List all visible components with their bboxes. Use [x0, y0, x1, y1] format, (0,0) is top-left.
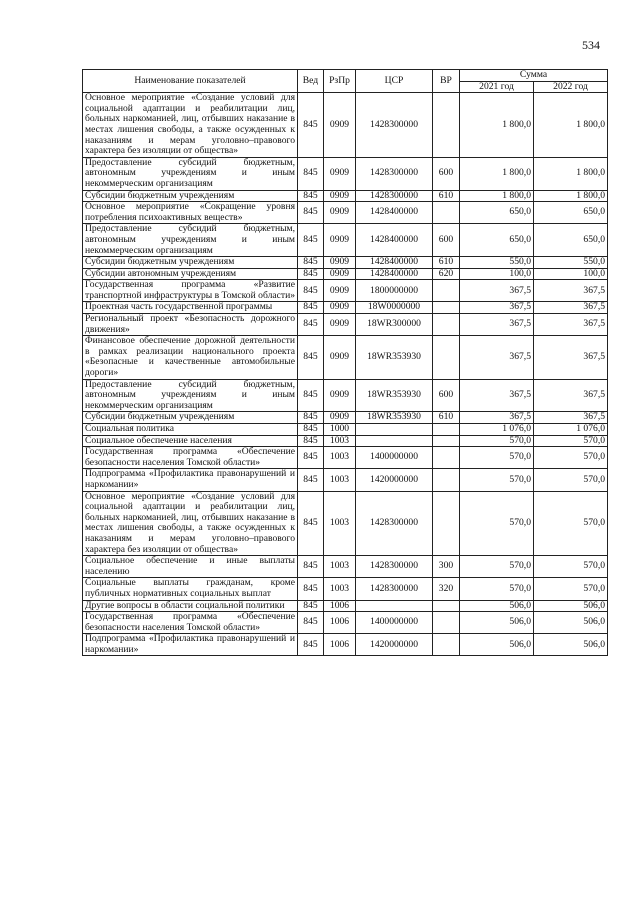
- row-rzpr: 0909: [324, 257, 356, 269]
- row-ved: 845: [298, 93, 324, 158]
- row-ved: 845: [298, 202, 324, 224]
- row-sum-2021: 506,0: [460, 612, 534, 634]
- row-csr: 18WR353930: [356, 379, 433, 412]
- header-year-2022: 2022 год: [534, 81, 608, 93]
- table-row: [83, 257, 608, 269]
- table-row: [83, 556, 608, 578]
- row-sum-2021: 367,5: [460, 412, 534, 424]
- row-rzpr: 1000: [324, 424, 356, 436]
- row-sum-2021: 1 800,0: [460, 190, 534, 202]
- row-rzpr: 0909: [324, 93, 356, 158]
- row-rzpr: 1003: [324, 447, 356, 469]
- row-ved: 845: [298, 379, 324, 412]
- row-ved: 845: [298, 336, 324, 379]
- table-row: [83, 578, 608, 600]
- row-sum-2022: 550,0: [534, 257, 608, 269]
- row-csr: [356, 424, 433, 436]
- row-ved: 845: [298, 556, 324, 578]
- row-name: Социальное обеспечение населения: [83, 435, 298, 447]
- row-csr: 1428300000: [356, 491, 433, 556]
- table-row: [83, 280, 608, 302]
- row-vr: [433, 600, 460, 612]
- page-number: 534: [582, 38, 600, 52]
- row-rzpr: 0909: [324, 314, 356, 336]
- row-name: Финансовое обеспечение дорожной деятельности в рамках реализации национального проекта «Безопасные и качественные автомобильные дороги»: [83, 336, 298, 379]
- header-year-2021: 2021 год: [460, 81, 534, 93]
- row-sum-2022: 1 800,0: [534, 190, 608, 202]
- row-sum-2022: 506,0: [534, 600, 608, 612]
- row-ved: 845: [298, 257, 324, 269]
- table-row: [83, 469, 608, 491]
- row-rzpr: 0909: [324, 202, 356, 224]
- row-sum-2021: 367,5: [460, 379, 534, 412]
- row-name: Предоставление субсидий бюджетным, автономным учреждениям и иным некоммерческим организациям: [83, 224, 298, 257]
- row-sum-2022: 1 800,0: [534, 93, 608, 158]
- row-csr: 1428300000: [356, 157, 433, 190]
- row-rzpr: 1006: [324, 634, 356, 656]
- row-name: Субсидии бюджетным учреждениям: [83, 190, 298, 202]
- row-name: Проектная часть государственной программы: [83, 302, 298, 314]
- row-rzpr: 1003: [324, 491, 356, 556]
- row-csr: 1428400000: [356, 268, 433, 280]
- row-sum-2021: 367,5: [460, 314, 534, 336]
- row-ved: 845: [298, 612, 324, 634]
- row-sum-2021: 506,0: [460, 634, 534, 656]
- table-body: [83, 93, 608, 656]
- row-name: Предоставление субсидий бюджетным, автономным учреждениям и иным некоммерческим организациям: [83, 157, 298, 190]
- row-name: Социальные выплаты гражданам, кроме публичных нормативных социальных выплат: [83, 578, 298, 600]
- row-sum-2022: 1 076,0: [534, 424, 608, 436]
- row-ved: 845: [298, 280, 324, 302]
- table-row: [83, 157, 608, 190]
- header-rzpr: РзПр: [324, 70, 356, 93]
- table-row: [83, 302, 608, 314]
- row-sum-2022: 570,0: [534, 491, 608, 556]
- row-vr: 600: [433, 379, 460, 412]
- row-rzpr: 1006: [324, 600, 356, 612]
- table-row: [83, 600, 608, 612]
- row-sum-2022: 367,5: [534, 280, 608, 302]
- table-row: [83, 336, 608, 379]
- row-csr: 1420000000: [356, 469, 433, 491]
- row-ved: 845: [298, 157, 324, 190]
- row-name: Предоставление субсидий бюджетным, автономным учреждениям и иным некоммерческим организациям: [83, 379, 298, 412]
- row-name: Государственная программа «Обеспечение безопасности населения Томской области»: [83, 612, 298, 634]
- row-ved: 845: [298, 469, 324, 491]
- row-sum-2021: 367,5: [460, 302, 534, 314]
- header-csr: ЦСР: [356, 70, 433, 93]
- row-csr: 1428400000: [356, 224, 433, 257]
- row-sum-2022: 570,0: [534, 578, 608, 600]
- row-sum-2021: 367,5: [460, 336, 534, 379]
- budget-table: [82, 69, 608, 656]
- table-row: [83, 202, 608, 224]
- table-row: [83, 491, 608, 556]
- table-row: [83, 190, 608, 202]
- row-rzpr: 0909: [324, 336, 356, 379]
- row-sum-2022: 570,0: [534, 447, 608, 469]
- row-rzpr: 1003: [324, 435, 356, 447]
- row-sum-2021: 650,0: [460, 202, 534, 224]
- row-name: Основное мероприятие «Сокращение уровня потребления психоактивных веществ»: [83, 202, 298, 224]
- row-vr: 620: [433, 268, 460, 280]
- row-ved: 845: [298, 424, 324, 436]
- row-sum-2021: 550,0: [460, 257, 534, 269]
- row-csr: 1428400000: [356, 202, 433, 224]
- row-vr: 610: [433, 257, 460, 269]
- row-vr: [433, 314, 460, 336]
- row-csr: 1428300000: [356, 578, 433, 600]
- row-name: Региональный проект «Безопасность дорожного движения»: [83, 314, 298, 336]
- row-ved: 845: [298, 302, 324, 314]
- row-vr: [433, 491, 460, 556]
- row-csr: 18WR300000: [356, 314, 433, 336]
- row-sum-2022: 650,0: [534, 202, 608, 224]
- row-ved: 845: [298, 578, 324, 600]
- row-sum-2021: 367,5: [460, 280, 534, 302]
- row-name: Другие вопросы в области социальной политики: [83, 600, 298, 612]
- row-name: Подпрограмма «Профилактика правонарушений и наркомании»: [83, 634, 298, 656]
- header-sum: Сумма: [460, 70, 608, 82]
- row-rzpr: 1003: [324, 578, 356, 600]
- row-sum-2021: 1 800,0: [460, 157, 534, 190]
- row-sum-2022: 570,0: [534, 556, 608, 578]
- row-sum-2021: 1 076,0: [460, 424, 534, 436]
- row-ved: 845: [298, 268, 324, 280]
- row-rzpr: 0909: [324, 190, 356, 202]
- row-csr: 1428400000: [356, 257, 433, 269]
- row-vr: [433, 634, 460, 656]
- table-row: [83, 634, 608, 656]
- row-csr: 1400000000: [356, 612, 433, 634]
- row-csr: [356, 600, 433, 612]
- row-vr: [433, 280, 460, 302]
- row-vr: 600: [433, 224, 460, 257]
- row-csr: 1428300000: [356, 190, 433, 202]
- row-sum-2021: 570,0: [460, 556, 534, 578]
- row-rzpr: 1003: [324, 469, 356, 491]
- header-vr: ВР: [433, 70, 460, 93]
- row-sum-2022: 506,0: [534, 612, 608, 634]
- row-vr: [433, 93, 460, 158]
- row-csr: 1428300000: [356, 93, 433, 158]
- row-sum-2022: 570,0: [534, 469, 608, 491]
- table-row: [83, 447, 608, 469]
- row-vr: [433, 202, 460, 224]
- row-vr: 300: [433, 556, 460, 578]
- row-ved: 845: [298, 224, 324, 257]
- row-sum-2021: 570,0: [460, 469, 534, 491]
- row-vr: [433, 302, 460, 314]
- row-vr: [433, 469, 460, 491]
- table-row: [83, 424, 608, 436]
- row-name: Государственная программа «Развитие транспортной инфраструктуры в Томской области»: [83, 280, 298, 302]
- header-name: Наименование показателей: [83, 70, 298, 93]
- row-csr: 1800000000: [356, 280, 433, 302]
- row-name: Подпрограмма «Профилактика правонарушений и наркомании»: [83, 469, 298, 491]
- row-sum-2022: 367,5: [534, 336, 608, 379]
- row-csr: 1400000000: [356, 447, 433, 469]
- row-sum-2021: 570,0: [460, 447, 534, 469]
- row-ved: 845: [298, 190, 324, 202]
- row-vr: [433, 336, 460, 379]
- header-ved: Вед: [298, 70, 324, 93]
- row-vr: 320: [433, 578, 460, 600]
- row-ved: 845: [298, 447, 324, 469]
- row-sum-2021: 570,0: [460, 491, 534, 556]
- row-rzpr: 0909: [324, 379, 356, 412]
- row-csr: 1420000000: [356, 634, 433, 656]
- row-rzpr: 0909: [324, 412, 356, 424]
- row-csr: 18W0000000: [356, 302, 433, 314]
- table-row: [83, 93, 608, 158]
- row-name: Основное мероприятие «Создание условий для социальной адаптации и реабилитации лиц, больных наркоманией, лиц, отбывших наказание в местах лишения свободы, а также осужденных к наказаниям и мерам уголовно–правового характера без изоляции от общества»: [83, 491, 298, 556]
- row-ved: 845: [298, 491, 324, 556]
- row-sum-2022: 367,5: [534, 302, 608, 314]
- row-rzpr: 0909: [324, 224, 356, 257]
- row-vr: [433, 435, 460, 447]
- row-csr: 1428300000: [356, 556, 433, 578]
- row-rzpr: 0909: [324, 280, 356, 302]
- row-name: Основное мероприятие «Создание условий для социальной адаптации и реабилитации лиц, больных наркоманией, лиц, отбывших наказание в местах лишения свободы, а также осужденных к наказаниям и мерам уголовно–правового характера без изоляции от общества»: [83, 93, 298, 158]
- row-vr: 600: [433, 157, 460, 190]
- row-rzpr: 0909: [324, 268, 356, 280]
- row-name: Социальное обеспечение и иные выплаты населению: [83, 556, 298, 578]
- row-sum-2021: 570,0: [460, 435, 534, 447]
- table-row: [83, 612, 608, 634]
- row-sum-2021: 100,0: [460, 268, 534, 280]
- row-csr: 18WR353930: [356, 412, 433, 424]
- row-csr: 18WR353930: [356, 336, 433, 379]
- table-row: [83, 379, 608, 412]
- table-row: [83, 224, 608, 257]
- row-sum-2022: 1 800,0: [534, 157, 608, 190]
- table-row: [83, 435, 608, 447]
- row-ved: 845: [298, 412, 324, 424]
- row-sum-2022: 367,5: [534, 379, 608, 412]
- row-vr: 610: [433, 412, 460, 424]
- row-rzpr: 1003: [324, 556, 356, 578]
- row-sum-2022: 367,5: [534, 314, 608, 336]
- row-name: Субсидии бюджетным учреждениям: [83, 412, 298, 424]
- row-sum-2021: 570,0: [460, 578, 534, 600]
- row-csr: [356, 435, 433, 447]
- row-name: Социальная политика: [83, 424, 298, 436]
- row-rzpr: 1006: [324, 612, 356, 634]
- row-ved: 845: [298, 600, 324, 612]
- row-vr: [433, 424, 460, 436]
- row-ved: 845: [298, 634, 324, 656]
- row-vr: [433, 447, 460, 469]
- row-sum-2022: 100,0: [534, 268, 608, 280]
- row-rzpr: 0909: [324, 157, 356, 190]
- row-sum-2022: 650,0: [534, 224, 608, 257]
- row-sum-2022: 570,0: [534, 435, 608, 447]
- row-ved: 845: [298, 314, 324, 336]
- row-rzpr: 0909: [324, 302, 356, 314]
- row-vr: [433, 612, 460, 634]
- row-sum-2021: 650,0: [460, 224, 534, 257]
- table-row: [83, 412, 608, 424]
- row-name: Государственная программа «Обеспечение безопасности населения Томской области»: [83, 447, 298, 469]
- table-row: [83, 314, 608, 336]
- row-name: Субсидии автономным учреждениям: [83, 268, 298, 280]
- row-name: Субсидии бюджетным учреждениям: [83, 257, 298, 269]
- row-ved: 845: [298, 435, 324, 447]
- table-row: [83, 268, 608, 280]
- row-sum-2022: 506,0: [534, 634, 608, 656]
- row-sum-2022: 367,5: [534, 412, 608, 424]
- row-vr: 610: [433, 190, 460, 202]
- row-sum-2021: 506,0: [460, 600, 534, 612]
- row-sum-2021: 1 800,0: [460, 93, 534, 158]
